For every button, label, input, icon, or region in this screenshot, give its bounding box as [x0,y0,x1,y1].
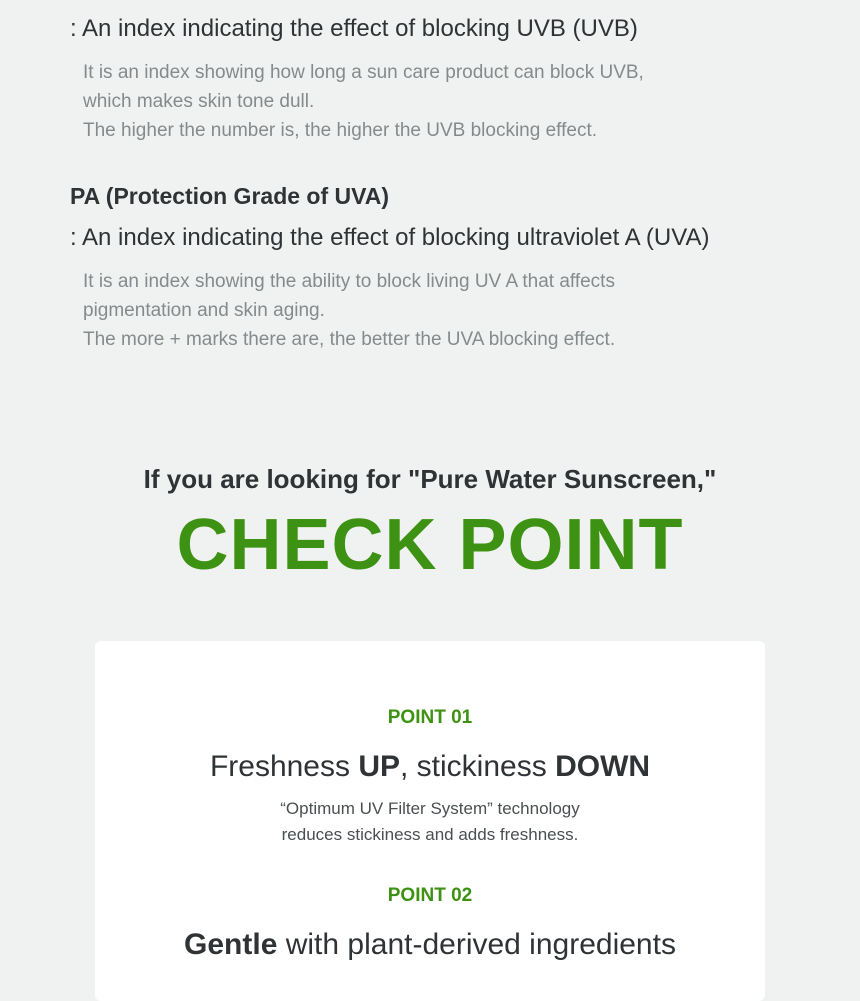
pa-heading: PA (Protection Grade of UVA) [70,183,390,209]
spf-section [70,14,830,145]
checkpoint-intro: If you are looking for "Pure Water Sunscreen," [143,464,717,494]
point-desc-line: reduces stickiness and adds freshness. [281,825,579,844]
spf-subheading: : An index indicating the effect of blocking UVB (UVB) [70,15,638,42]
pa-subheading: : An index indicating the effect of blocking ultraviolet A (UVA) [70,224,710,251]
point-label: POINT 02 [387,885,473,906]
spf-description [83,58,830,145]
point-item [95,706,765,848]
point-label: POINT 01 [387,707,473,728]
point-title [95,926,765,964]
point-title-text: , stickiness [400,750,556,783]
point-title-emphasis: UP [358,750,401,783]
point-title-text: Freshness [209,750,359,783]
point-desc-line: “Optimum UV Filter System” technology [280,799,580,818]
point-title-text: with plant-derived ingredients [277,928,676,961]
point-description [95,796,765,848]
pa-desc-line: It is an index showing the ability to block living UV A that affects [83,271,615,292]
spf-desc-line: It is an index showing how long a sun care product can block UVB, [83,62,644,83]
checkpoint-title: CHECK POINT [176,505,684,585]
point-item [95,884,765,964]
spf-desc-line: The higher the number is, the higher the UVB blocking effect. [83,120,598,141]
point-title [95,748,765,786]
pa-desc-line: The more + marks there are, the better the UVA blocking effect. [83,329,616,350]
point-title-emphasis: DOWN [555,750,651,783]
point-title-emphasis: Gentle [184,928,278,961]
checkpoint-card [95,641,765,1001]
spf-desc-line: which makes skin tone dull. [83,91,315,112]
pa-desc-line: pigmentation and skin aging. [83,300,325,321]
pa-section [70,181,830,354]
pa-description [83,267,830,354]
